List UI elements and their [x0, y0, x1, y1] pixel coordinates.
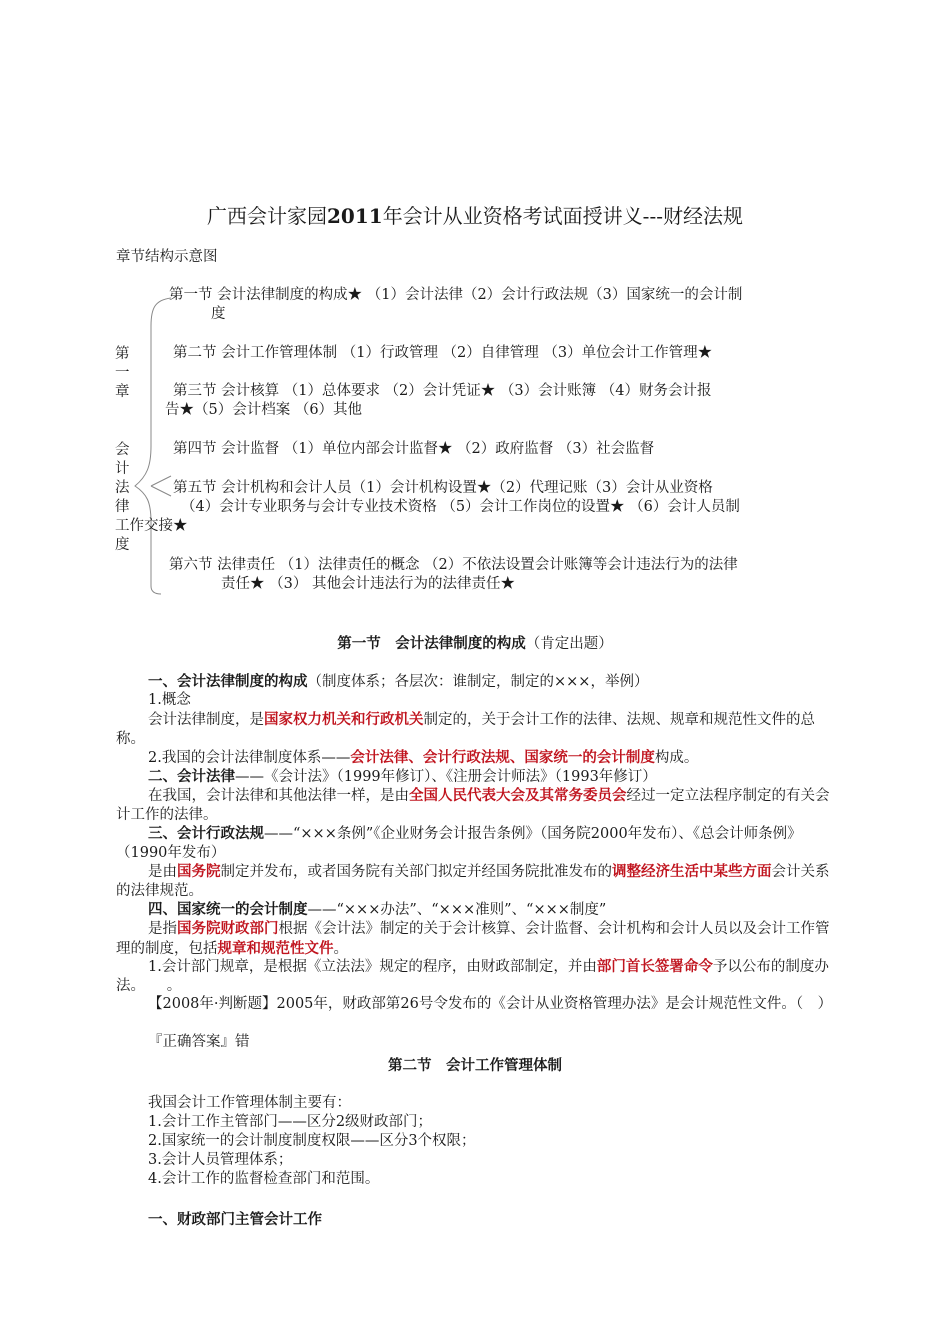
exam-answer: 『正确答案』错 [148, 1034, 250, 1050]
system-paragraph: 2.我国的会计法律制度体系——会计法律、会计行政法规、国家统一的会计制度构成。 [148, 749, 699, 766]
list-item: 3.会计人员管理体系； [148, 1152, 293, 1168]
section-map-6: 第六节 法律责任 （1）法律责任的概念 （2）不依法设置会计账簿等会计违法行为的法律 [169, 557, 738, 573]
subheading-finance-dept: 一、财政部门主管会计工作 [148, 1211, 322, 1228]
section-map-3: 第三节 会计核算 （1）总体要求 （2）会计凭证★ （3）会计账簿 （4）财务会计报 [173, 383, 712, 399]
section-map-3-cont: 告★（5）会计档案 （6）其他 [165, 402, 363, 418]
section-2-heading: 第二节 会计工作管理体制 [388, 1057, 562, 1074]
chapter-label-char: 度 [115, 537, 130, 553]
section-map-1-cont: 度 [211, 306, 226, 322]
chapter-label-char: 章 [115, 384, 130, 400]
chapter-label-char: 会 [115, 442, 130, 458]
concept-label: 1.概念 [148, 692, 191, 708]
chapter-brace [125, 296, 173, 596]
section-map-5: 第五节 会计机构和会计人员（1）会计机构设置★（2）代理记账（3）会计从业资格 [173, 480, 713, 496]
diagram-caption: 章节结构示意图 [116, 249, 218, 265]
section-map-6-cont: 责任★ （3） 其他会计违法行为的法律责任★ [221, 576, 515, 592]
heading-4: 四、国家统一的会计制度——“×××办法”、“×××准则”、“×××制度” [148, 901, 607, 918]
section-map-4: 第四节 会计监督 （1）单位内部会计监督★ （2）政府监督 （3）社会监督 [173, 441, 655, 457]
document-title: 广西会计家园2011年会计从业资格考试面授讲义---财经法规 [207, 204, 743, 228]
law-paragraph: 在我国，会计法律和其他法律一样，是由全国人民代表大会及其常务委员会经过一定立法程序制定的有关会计工作的法律。 [116, 787, 830, 823]
section-map-2: 第二节 会计工作管理体制 （1）行政管理 （2）自律管理 （3）单位会计工作管理★ [173, 345, 713, 361]
unified-system-paragraph: 是指国务院财政部门根据《会计法》制定的关于会计核算、会计监督、会计机构和会计人员以及会计工作管理的制度，包括规章和规范性文件。 [116, 920, 830, 957]
chapter-label-char: 工作交接★ [115, 518, 188, 534]
list-item: 1.会计工作主管部门——区分2级财政部门； [148, 1114, 433, 1130]
section-1-heading: 第一节 会计法律制度的构成（肯定出题） [337, 635, 613, 652]
chapter-label-char: 法 [115, 480, 130, 496]
chapter-label-char: 第 [115, 346, 130, 362]
chapter-label-char: 律 [115, 499, 130, 515]
exam-question: 【2008年·判断题】2005年，财政部第26号令发布的《会计从业资格管理办法》是会计规范性文件。（ ） [148, 996, 833, 1012]
heading-2: 二、会计法律——《会计法》（1999年修订）、《注册会计师法》（1993年修订） [148, 768, 657, 785]
section-map-5-cont: （4）会计专业职务与会计专业技术资格 （5）会计工作岗位的设置★ （6）会计人员制 [181, 499, 740, 515]
admin-regulation-paragraph: 是由国务院制定并发布，或者国务院有关部门拟定并经国务院批准发布的调整经济生活中某些方面会计关系的法律规范。 [116, 863, 830, 899]
definition-paragraph: 会计法律制度，是国家权力机关和行政机关制定的，关于会计工作的法律、法规、规章和规范性文件的总称。 [116, 711, 815, 747]
heading-1: 一、会计法律制度的构成（制度体系；各层次：谁制定，制定的×××，举例） [148, 673, 649, 690]
heading-3: 三、会计行政法规——“×××条例”《企业财务会计报告条例》（国务院2000年发布）、《总会计师条例》（1990年发布） [116, 825, 802, 861]
section-2-intro: 我国会计工作管理体制主要有： [148, 1095, 351, 1111]
department-rules-paragraph: 1.会计部门规章，是根据《立法法》规定的程序，由财政部制定，并由部门首长签署命令予以公布的制度办法。 。 [116, 958, 829, 994]
list-item: 2.国家统一的会计制度制度权限——区分3个权限； [148, 1133, 476, 1149]
section-map-1: 第一节 会计法律制度的构成★ （1）会计法律（2）会计行政法规（3）国家统一的会计制 [169, 287, 743, 303]
chapter-label-char: 计 [115, 461, 130, 477]
chapter-label-char: 一 [115, 365, 130, 381]
list-item: 4.会计工作的监督检查部门和范围。 [148, 1171, 380, 1187]
